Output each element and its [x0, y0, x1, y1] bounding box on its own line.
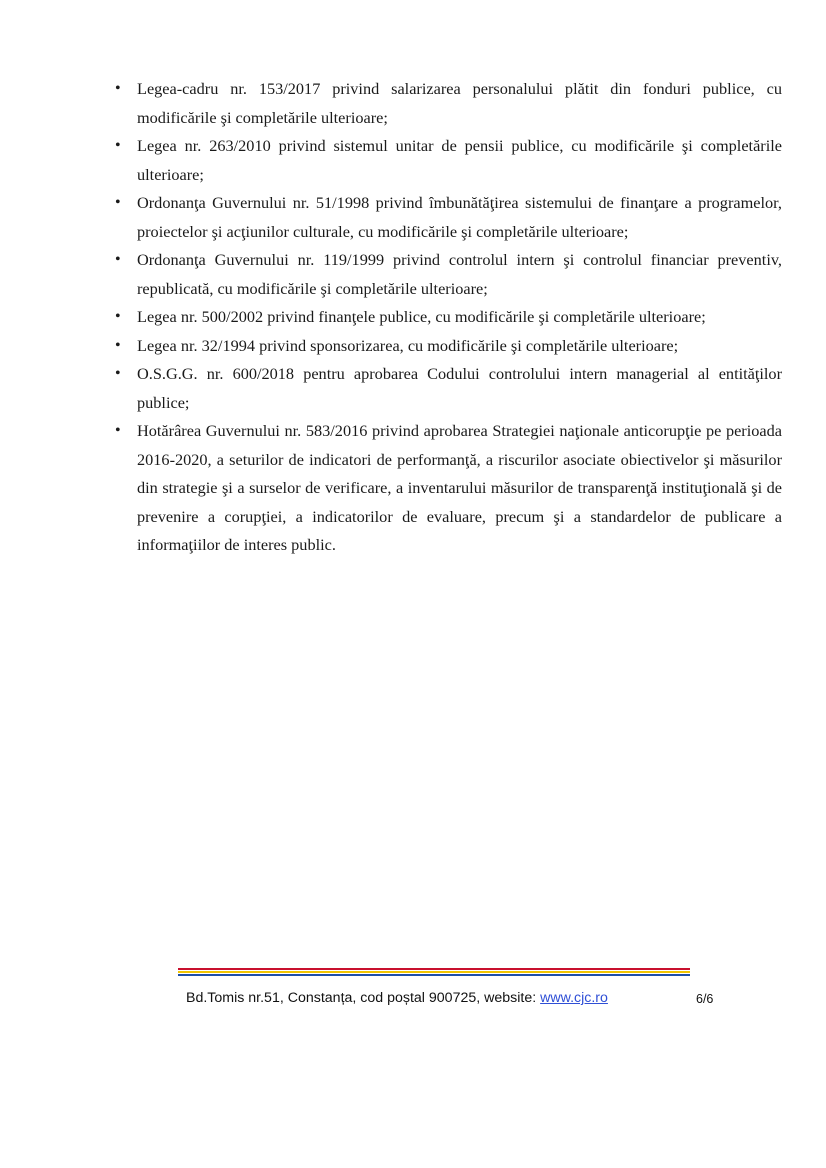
bullet-icon: •	[115, 365, 121, 382]
footer-address-text: Bd.Tomis nr.51, Constanța, cod poștal 900725, website:	[186, 990, 541, 1006]
footer-address	[186, 990, 706, 1006]
list-item-text: Legea-cadru nr. 153/2017 privind salarizarea personalului plătit din fonduri publice, cu modificările şi completările ulterioare;	[137, 79, 782, 127]
list-item	[112, 189, 782, 246]
list-item-text: Hotărârea Guvernului nr. 583/2016 privind aprobarea Strategiei naţionale anticorupţie pe perioada 2016-2020, a seturilor de indicatori de performanţă, a riscurilor asociate obiectivelor şi măsurilor din strategie şi a surselor de verificare, a inventarului măsurilor de transparenţă instituţională şi de prevenire a corupţiei, a indicatorilor de evaluare, precum şi a standardelor de publicare a informaţiilor de interes public.	[137, 421, 782, 554]
bullet-icon: •	[115, 137, 121, 154]
bullet-icon: •	[115, 251, 121, 268]
bullet-icon: •	[115, 422, 121, 439]
footer-rule-red	[178, 968, 690, 970]
bullet-icon: •	[115, 80, 121, 97]
footer-rule-blue	[178, 974, 690, 976]
legislation-list	[112, 75, 782, 560]
list-item-text: Legea nr. 263/2010 privind sistemul unitar de pensii publice, cu modificările şi completările ulterioare;	[137, 136, 782, 184]
bullet-icon: •	[115, 308, 121, 325]
list-item-text: Ordonanţa Guvernului nr. 51/1998 privind îmbunătăţirea sistemului de finanţare a programelor, proiectelor şi acţiunilor culturale, cu modificările şi completările ulterioare;	[137, 193, 782, 241]
list-item	[112, 75, 782, 132]
list-item	[112, 360, 782, 417]
footer-tricolor-rule	[178, 968, 690, 979]
list-item-text: O.S.G.G. nr. 600/2018 pentru aprobarea Codului controlului intern managerial al entităţilor publice;	[137, 364, 782, 412]
page-number: 6/6	[696, 992, 714, 1006]
bullet-icon: •	[115, 194, 121, 211]
list-item	[112, 332, 782, 361]
footer-rule-yellow	[178, 971, 690, 973]
bullet-icon: •	[115, 336, 121, 354]
list-item-text: Legea nr. 500/2002 privind finanţele publice, cu modificările şi completările ulterioare;	[137, 307, 706, 326]
list-item-text: Ordonanţa Guvernului nr. 119/1999 privind controlul intern şi controlul financiar preventiv, republicată, cu modificările şi completările ulterioare;	[137, 250, 782, 298]
website-link[interactable]: www.cjc.ro	[540, 990, 608, 1006]
list-item-text: Legea nr. 32/1994 privind sponsorizarea, cu modificările şi completările ulterioare;	[137, 335, 679, 355]
list-item	[112, 303, 782, 332]
list-item	[112, 417, 782, 560]
list-item	[112, 246, 782, 303]
list-item	[112, 132, 782, 189]
